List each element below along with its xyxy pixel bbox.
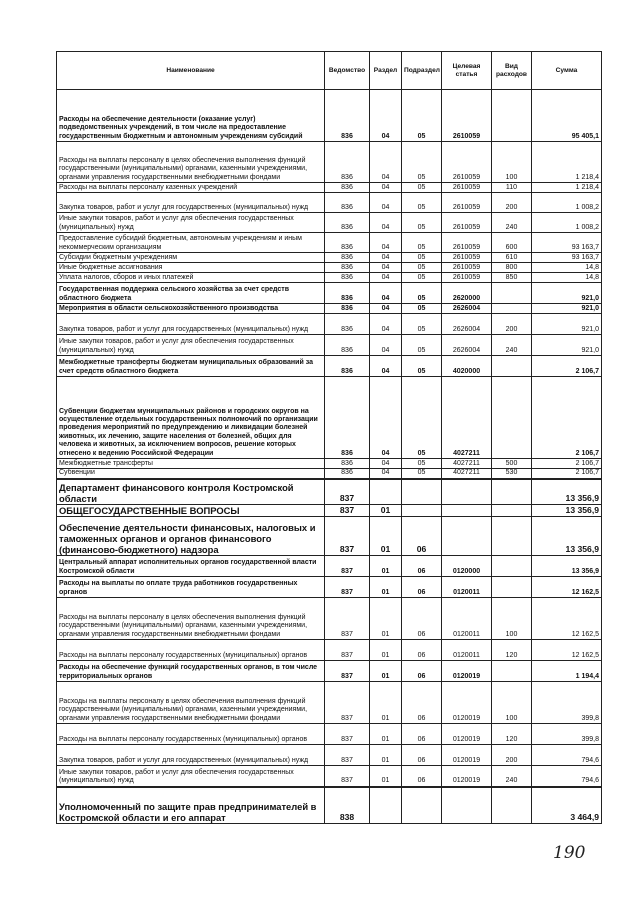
row-razdel-cell: 04	[370, 263, 402, 273]
row-vid-raskhodov-cell	[492, 787, 532, 824]
row-vedomstvo-cell: 838	[325, 787, 370, 824]
row-celevaya-statya-cell: 4027211	[442, 459, 492, 469]
row-vedomstvo-cell: 836	[325, 193, 370, 213]
row-summa-cell: 13 356,9	[532, 556, 602, 577]
row-celevaya-statya-cell: 0120019	[442, 745, 492, 766]
table-row	[57, 787, 602, 824]
row-vid-raskhodov-cell: 240	[492, 213, 532, 233]
header-razdel: Раздел	[370, 52, 402, 90]
row-name-cell: Межбюджетные трансферты бюджетам муниципальных образований за счет средств областного бюджета	[57, 356, 325, 377]
row-summa-cell: 2 106,7	[532, 377, 602, 459]
row-vedomstvo-cell: 837	[325, 661, 370, 682]
page-number: 190	[553, 843, 586, 863]
row-vid-raskhodov-cell	[492, 304, 532, 314]
table-row	[57, 356, 602, 377]
table-row	[57, 598, 602, 640]
row-summa-cell: 921,0	[532, 314, 602, 335]
row-celevaya-statya-cell: 2610059	[442, 193, 492, 213]
row-name-cell: Уплата налогов, сборов и иных платежей	[57, 273, 325, 283]
row-podrazdel-cell: 06	[402, 682, 442, 724]
row-summa-cell: 2 106,7	[532, 459, 602, 469]
row-razdel-cell	[370, 787, 402, 824]
row-podrazdel-cell: 05	[402, 233, 442, 253]
row-celevaya-statya-cell: 2610059	[442, 263, 492, 273]
row-razdel-cell: 04	[370, 213, 402, 233]
row-celevaya-statya-cell: 2626004	[442, 314, 492, 335]
row-vedomstvo-cell: 836	[325, 335, 370, 356]
row-vid-raskhodov-cell: 100	[492, 682, 532, 724]
table-row	[57, 142, 602, 183]
row-celevaya-statya-cell: 0120000	[442, 556, 492, 577]
row-razdel-cell: 01	[370, 577, 402, 598]
row-name-cell: Иные закупки товаров, работ и услуг для обеспечения государственных (муниципальных) нужд	[57, 213, 325, 233]
row-vid-raskhodov-cell	[492, 505, 532, 517]
header-podrazdel: Подраздел	[402, 52, 442, 90]
row-podrazdel-cell: 05	[402, 213, 442, 233]
row-razdel-cell: 01	[370, 745, 402, 766]
row-celevaya-statya-cell	[442, 517, 492, 556]
table-row	[57, 577, 602, 598]
table-row	[57, 314, 602, 335]
table-row	[57, 517, 602, 556]
row-razdel-cell: 01	[370, 724, 402, 745]
row-razdel-cell: 01	[370, 661, 402, 682]
row-razdel-cell: 01	[370, 682, 402, 724]
row-celevaya-statya-cell: 2610059	[442, 273, 492, 283]
row-razdel-cell: 01	[370, 556, 402, 577]
header-vedomstvo: Ведомство	[325, 52, 370, 90]
row-razdel-cell: 04	[370, 142, 402, 183]
row-celevaya-statya-cell: 2610059	[442, 233, 492, 253]
row-podrazdel-cell: 05	[402, 469, 442, 479]
row-summa-cell: 13 356,9	[532, 479, 602, 505]
row-razdel-cell: 04	[370, 283, 402, 304]
header-summa: Сумма	[532, 52, 602, 90]
row-podrazdel-cell: 05	[402, 377, 442, 459]
row-name-cell: Субсидии бюджетным учреждениям	[57, 253, 325, 263]
row-summa-cell: 12 162,5	[532, 640, 602, 661]
row-celevaya-statya-cell: 0120019	[442, 766, 492, 787]
row-vedomstvo-cell: 836	[325, 469, 370, 479]
row-vid-raskhodov-cell: 600	[492, 233, 532, 253]
row-podrazdel-cell: 05	[402, 273, 442, 283]
row-vedomstvo-cell: 837	[325, 517, 370, 556]
row-vedomstvo-cell: 836	[325, 377, 370, 459]
row-vid-raskhodov-cell	[492, 577, 532, 598]
row-celevaya-statya-cell: 4027211	[442, 469, 492, 479]
header-celevaya-statya: Целевая статья	[442, 52, 492, 90]
row-name-cell: Иные закупки товаров, работ и услуг для обеспечения государственных (муниципальных) нужд	[57, 335, 325, 356]
row-summa-cell: 399,8	[532, 682, 602, 724]
table-row	[57, 263, 602, 273]
row-summa-cell: 13 356,9	[532, 505, 602, 517]
row-name-cell: Центральный аппарат исполнительных органов государственной власти Костромской области	[57, 556, 325, 577]
row-vedomstvo-cell: 836	[325, 314, 370, 335]
row-razdel-cell	[370, 479, 402, 505]
row-summa-cell: 921,0	[532, 283, 602, 304]
row-summa-cell: 1 008,2	[532, 193, 602, 213]
row-razdel-cell: 04	[370, 233, 402, 253]
row-vid-raskhodov-cell	[492, 517, 532, 556]
row-vid-raskhodov-cell: 610	[492, 253, 532, 263]
row-summa-cell: 93 163,7	[532, 233, 602, 253]
row-podrazdel-cell: 05	[402, 142, 442, 183]
row-podrazdel-cell: 05	[402, 304, 442, 314]
row-celevaya-statya-cell: 0120019	[442, 682, 492, 724]
row-summa-cell: 921,0	[532, 304, 602, 314]
row-celevaya-statya-cell: 0120019	[442, 724, 492, 745]
row-vedomstvo-cell: 836	[325, 304, 370, 314]
row-celevaya-statya-cell: 0120019	[442, 661, 492, 682]
row-summa-cell: 2 106,7	[532, 469, 602, 479]
row-razdel-cell: 04	[370, 193, 402, 213]
row-name-cell: Расходы на выплаты персоналу государственных (муниципальных) органов	[57, 640, 325, 661]
row-celevaya-statya-cell	[442, 479, 492, 505]
row-podrazdel-cell: 06	[402, 517, 442, 556]
row-razdel-cell: 04	[370, 335, 402, 356]
table-row	[57, 682, 602, 724]
row-podrazdel-cell: 05	[402, 183, 442, 193]
row-podrazdel-cell: 06	[402, 661, 442, 682]
row-vedomstvo-cell: 836	[325, 233, 370, 253]
row-vid-raskhodov-cell: 530	[492, 469, 532, 479]
table-row	[57, 213, 602, 233]
row-name-cell: Расходы на выплаты персоналу в целях обеспечения выполнения функций государственными (муниципальными) органами, казенными учреждениями, органами управления государственными внебюджетными фондами	[57, 142, 325, 183]
row-vedomstvo-cell: 836	[325, 183, 370, 193]
row-razdel-cell: 04	[370, 253, 402, 263]
row-vedomstvo-cell: 836	[325, 213, 370, 233]
row-vid-raskhodov-cell	[492, 377, 532, 459]
row-razdel-cell: 04	[370, 90, 402, 142]
row-podrazdel-cell: 05	[402, 263, 442, 273]
row-summa-cell: 794,6	[532, 766, 602, 787]
row-celevaya-statya-cell: 2626004	[442, 335, 492, 356]
row-summa-cell: 1 008,2	[532, 213, 602, 233]
row-vid-raskhodov-cell	[492, 356, 532, 377]
row-vedomstvo-cell: 837	[325, 640, 370, 661]
row-vedomstvo-cell: 837	[325, 598, 370, 640]
row-summa-cell: 14,8	[532, 263, 602, 273]
row-podrazdel-cell: 05	[402, 356, 442, 377]
table-row	[57, 661, 602, 682]
row-podrazdel-cell	[402, 479, 442, 505]
row-razdel-cell: 04	[370, 304, 402, 314]
table-row	[57, 724, 602, 745]
row-vid-raskhodov-cell	[492, 90, 532, 142]
row-razdel-cell: 04	[370, 377, 402, 459]
row-summa-cell: 12 162,5	[532, 577, 602, 598]
row-vedomstvo-cell: 836	[325, 356, 370, 377]
row-podrazdel-cell	[402, 787, 442, 824]
row-vid-raskhodov-cell	[492, 479, 532, 505]
table-row	[57, 469, 602, 479]
table-row	[57, 233, 602, 253]
row-summa-cell: 1 194,4	[532, 661, 602, 682]
row-vid-raskhodov-cell: 100	[492, 598, 532, 640]
row-summa-cell: 13 356,9	[532, 517, 602, 556]
row-podrazdel-cell: 05	[402, 283, 442, 304]
row-name-cell: Департамент финансового контроля Костромской области	[57, 479, 325, 505]
row-razdel-cell: 01	[370, 517, 402, 556]
row-podrazdel-cell: 06	[402, 724, 442, 745]
row-name-cell: Иные бюджетные ассигнования	[57, 263, 325, 273]
row-name-cell: Расходы на выплаты персоналу государственных (муниципальных) органов	[57, 724, 325, 745]
row-vid-raskhodov-cell: 850	[492, 273, 532, 283]
header-vid-raskhodov: Вид расходов	[492, 52, 532, 90]
table-row	[57, 766, 602, 787]
row-vid-raskhodov-cell: 800	[492, 263, 532, 273]
row-summa-cell: 12 162,5	[532, 598, 602, 640]
row-celevaya-statya-cell: 0120011	[442, 598, 492, 640]
row-vedomstvo-cell: 837	[325, 745, 370, 766]
row-vedomstvo-cell: 837	[325, 682, 370, 724]
row-vid-raskhodov-cell: 110	[492, 183, 532, 193]
row-name-cell: Государственная поддержка сельского хозяйства за счет средств областного бюджета	[57, 283, 325, 304]
row-vedomstvo-cell: 836	[325, 273, 370, 283]
row-name-cell: Расходы на обеспечение деятельности (оказание услуг) подведомственных учреждений, в том числе на предоставление государственным бюджетным и автономным учреждениям субсидий	[57, 90, 325, 142]
table-row	[57, 459, 602, 469]
row-vid-raskhodov-cell	[492, 556, 532, 577]
row-celevaya-statya-cell	[442, 505, 492, 517]
row-celevaya-statya-cell: 2626004	[442, 304, 492, 314]
row-vid-raskhodov-cell: 240	[492, 766, 532, 787]
table-row	[57, 283, 602, 304]
row-vedomstvo-cell: 837	[325, 505, 370, 517]
row-celevaya-statya-cell: 0120011	[442, 577, 492, 598]
row-razdel-cell: 04	[370, 356, 402, 377]
row-summa-cell: 921,0	[532, 335, 602, 356]
row-summa-cell: 2 106,7	[532, 356, 602, 377]
row-podrazdel-cell: 05	[402, 90, 442, 142]
row-razdel-cell: 04	[370, 273, 402, 283]
row-summa-cell: 3 464,9	[532, 787, 602, 824]
row-name-cell: Закупка товаров, работ и услуг для государственных (муниципальных) нужд	[57, 193, 325, 213]
table-row	[57, 556, 602, 577]
row-celevaya-statya-cell: 2620000	[442, 283, 492, 304]
row-podrazdel-cell: 05	[402, 314, 442, 335]
row-name-cell: Расходы на выплаты персоналу в целях обеспечения выполнения функций государственными (муниципальными) органами, казенными учреждениями, органами управления государственными внебюджетными фондами	[57, 682, 325, 724]
row-razdel-cell: 01	[370, 598, 402, 640]
row-summa-cell: 1 218,4	[532, 183, 602, 193]
row-celevaya-statya-cell: 4020000	[442, 356, 492, 377]
row-razdel-cell: 04	[370, 459, 402, 469]
row-name-cell: Уполномоченный по защите прав предпринимателей в Костромской области и его аппарат	[57, 787, 325, 824]
row-vedomstvo-cell: 837	[325, 724, 370, 745]
row-razdel-cell: 04	[370, 314, 402, 335]
row-vedomstvo-cell: 836	[325, 90, 370, 142]
table-row	[57, 304, 602, 314]
table-header-row	[57, 52, 602, 90]
row-name-cell: Мероприятия в области сельскохозяйственного производства	[57, 304, 325, 314]
row-vedomstvo-cell: 837	[325, 577, 370, 598]
row-summa-cell: 399,8	[532, 724, 602, 745]
row-vedomstvo-cell: 837	[325, 479, 370, 505]
row-name-cell: Расходы на обеспечение функций государственных органов, в том числе территориальных органов	[57, 661, 325, 682]
row-vid-raskhodov-cell: 200	[492, 745, 532, 766]
row-celevaya-statya-cell: 4027211	[442, 377, 492, 459]
row-vid-raskhodov-cell: 500	[492, 459, 532, 469]
row-podrazdel-cell: 06	[402, 598, 442, 640]
row-vid-raskhodov-cell: 100	[492, 142, 532, 183]
row-razdel-cell: 04	[370, 183, 402, 193]
budget-table	[56, 51, 602, 824]
row-razdel-cell: 01	[370, 766, 402, 787]
table-row	[57, 273, 602, 283]
table-row	[57, 253, 602, 263]
row-vid-raskhodov-cell	[492, 661, 532, 682]
row-celevaya-statya-cell: 2610059	[442, 253, 492, 263]
row-podrazdel-cell	[402, 505, 442, 517]
table-row	[57, 335, 602, 356]
row-podrazdel-cell: 06	[402, 556, 442, 577]
row-podrazdel-cell: 05	[402, 459, 442, 469]
table-row	[57, 505, 602, 517]
table-row	[57, 377, 602, 459]
row-name-cell: ОБЩЕГОСУДАРСТВЕННЫЕ ВОПРОСЫ	[57, 505, 325, 517]
table-row	[57, 193, 602, 213]
row-vid-raskhodov-cell: 240	[492, 335, 532, 356]
row-celevaya-statya-cell: 2610059	[442, 90, 492, 142]
row-celevaya-statya-cell: 2610059	[442, 142, 492, 183]
row-summa-cell: 95 405,1	[532, 90, 602, 142]
row-razdel-cell: 04	[370, 469, 402, 479]
row-name-cell: Закупка товаров, работ и услуг для государственных (муниципальных) нужд	[57, 745, 325, 766]
row-vedomstvo-cell: 836	[325, 263, 370, 273]
row-podrazdel-cell: 05	[402, 253, 442, 263]
table-row	[57, 479, 602, 505]
row-name-cell: Межбюджетные трансферты	[57, 459, 325, 469]
row-vedomstvo-cell: 837	[325, 766, 370, 787]
row-celevaya-statya-cell: 0120011	[442, 640, 492, 661]
row-vedomstvo-cell: 836	[325, 459, 370, 469]
row-podrazdel-cell: 06	[402, 577, 442, 598]
row-name-cell: Расходы на выплаты персоналу в целях обеспечения выполнения функций государственными (муниципальными) органами, казенными учреждениями, органами управления государственными внебюджетными фондами	[57, 598, 325, 640]
header-name: Наименование	[57, 52, 325, 90]
row-vedomstvo-cell: 836	[325, 253, 370, 263]
row-name-cell: Расходы на выплаты по оплате труда работников государственных органов	[57, 577, 325, 598]
row-podrazdel-cell: 06	[402, 766, 442, 787]
row-vedomstvo-cell: 836	[325, 283, 370, 304]
row-podrazdel-cell: 05	[402, 335, 442, 356]
row-celevaya-statya-cell: 2610059	[442, 183, 492, 193]
row-podrazdel-cell: 06	[402, 640, 442, 661]
row-podrazdel-cell: 06	[402, 745, 442, 766]
row-vid-raskhodov-cell: 200	[492, 314, 532, 335]
row-vedomstvo-cell: 837	[325, 556, 370, 577]
table-row	[57, 640, 602, 661]
row-vid-raskhodov-cell: 200	[492, 193, 532, 213]
row-podrazdel-cell: 05	[402, 193, 442, 213]
row-celevaya-statya-cell: 2610059	[442, 213, 492, 233]
row-name-cell: Субвенции	[57, 469, 325, 479]
row-vedomstvo-cell: 836	[325, 142, 370, 183]
row-name-cell: Субвенции бюджетам муниципальных районов и городских округов на осуществление отдельных государственных полномочий по организации проведения мероприятий по предупреждению и ликвидации болезней животных, их лечению, защите населения от болезней, общих для человека и животных, за исключением вопросов, решение которых отнесено к ведению Российской Федерации	[57, 377, 325, 459]
row-celevaya-statya-cell	[442, 787, 492, 824]
row-summa-cell: 93 163,7	[532, 253, 602, 263]
row-vid-raskhodov-cell: 120	[492, 724, 532, 745]
row-name-cell: Обеспечение деятельности финансовых, налоговых и таможенных органов и органов финансового (финансово-бюджетного) надзора	[57, 517, 325, 556]
row-razdel-cell: 01	[370, 640, 402, 661]
row-razdel-cell: 01	[370, 505, 402, 517]
table-row	[57, 745, 602, 766]
row-summa-cell: 14,8	[532, 273, 602, 283]
table-row	[57, 90, 602, 142]
row-vid-raskhodov-cell: 120	[492, 640, 532, 661]
table-row	[57, 183, 602, 193]
row-name-cell: Расходы на выплаты персоналу казенных учреждений	[57, 183, 325, 193]
row-name-cell: Предоставление субсидий бюджетным, автономным учреждениям и иным некоммерческим организациям	[57, 233, 325, 253]
row-summa-cell: 1 218,4	[532, 142, 602, 183]
row-name-cell: Закупка товаров, работ и услуг для государственных (муниципальных) нужд	[57, 314, 325, 335]
row-vid-raskhodov-cell	[492, 283, 532, 304]
row-name-cell: Иные закупки товаров, работ и услуг для обеспечения государственных (муниципальных) нужд	[57, 766, 325, 787]
row-summa-cell: 794,6	[532, 745, 602, 766]
